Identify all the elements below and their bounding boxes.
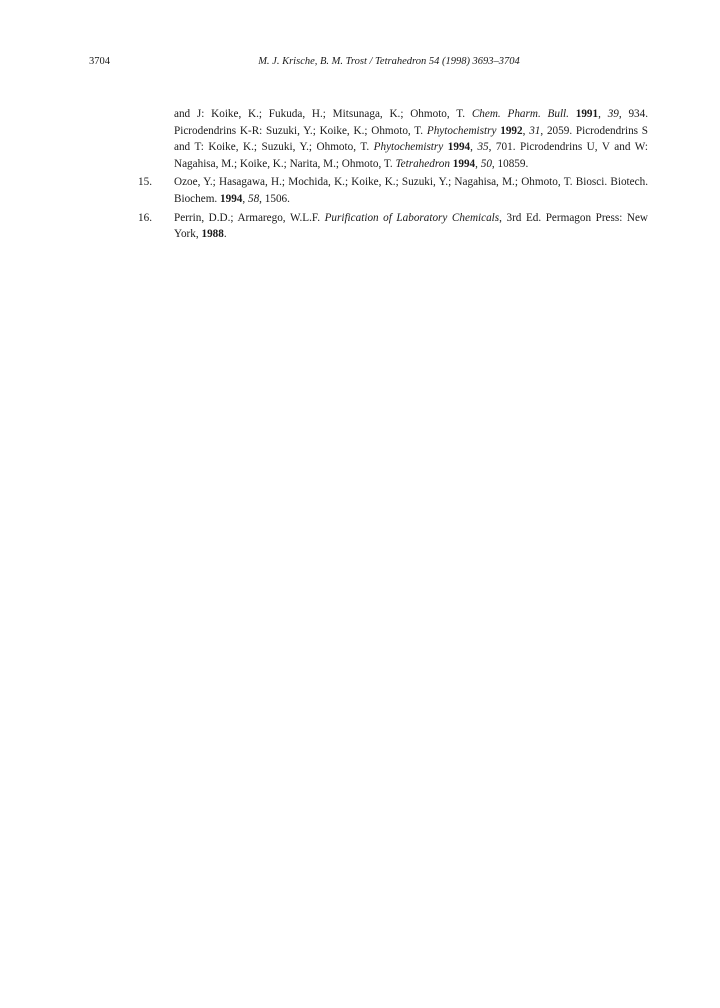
reference-item: [138, 174, 648, 207]
text-segment: , 3rd Ed. Permagon Press: New York,: [174, 211, 648, 241]
bold-segment: 1988: [201, 228, 224, 241]
bold-segment: 1994: [452, 157, 476, 170]
text-segment: , 701. Picrodendrins U, V and W: Nagahisa, M.; Koike, K.; Narita, M.; Ohmoto, T.: [174, 141, 648, 170]
text-segment: , 1506.: [259, 192, 290, 205]
page-number: 3704: [89, 56, 110, 67]
reference-text: [174, 210, 648, 243]
italic-segment: 35: [477, 141, 489, 154]
reference-number: 15.: [138, 176, 152, 189]
text-segment: ,: [242, 192, 248, 205]
journal-citation-line: M. J. Krische, B. M. Trost / Tetrahedron 54 (1998) 3693–3704: [258, 56, 520, 67]
reference-list: [138, 106, 648, 245]
text-segment: Perrin, D.D.; Armarego, W.L.F.: [174, 211, 325, 224]
text-segment: and J: Koike, K.; Fukuda, H.; Mitsunaga, K.; Ohmoto, T.: [174, 108, 472, 120]
italic-segment: Chem. Pharm. Bull.: [471, 108, 569, 120]
bold-segment: 1992: [500, 124, 523, 137]
reference-text: [174, 106, 648, 172]
italic-segment: Phytochemistry: [373, 141, 444, 154]
text-segment: ,: [598, 108, 608, 120]
reference-item: [138, 106, 648, 172]
bold-segment: 1994: [220, 192, 243, 205]
text-segment: Ozoe, Y.; Hasagawa, H.; Mochida, K.; Koike, K.; Suzuki, Y.; Nagahisa, M.; Ohmoto, T. Biosci. Biotech. Biochem.: [174, 176, 648, 205]
italic-segment: 39: [607, 108, 619, 120]
italic-segment: 31: [529, 124, 541, 137]
reference-number: 16.: [138, 211, 152, 224]
reference-text: [174, 174, 648, 207]
bold-segment: 1991: [575, 108, 599, 120]
text-segment: [569, 108, 576, 120]
italic-segment: Phytochemistry: [426, 124, 497, 137]
text-segment: , 10859.: [491, 157, 529, 170]
bold-segment: 1994: [447, 141, 471, 154]
text-segment: ,: [470, 141, 478, 154]
italic-segment: 50: [480, 157, 492, 170]
text-segment: , 2059. Picrodendrins S and T: Koike, K.; Suzuki, Y.; Ohmoto, T.: [174, 124, 649, 154]
text-segment: ,: [522, 124, 530, 137]
text-segment: , 934. Picrodendrins K-R: Suzuki, Y.; Koike, K.; Ohmoto, T.: [174, 108, 649, 137]
italic-segment: Tetrahedron: [395, 157, 450, 170]
text-segment: .: [223, 228, 227, 241]
reference-item: [138, 210, 648, 243]
text-segment: ,: [475, 157, 481, 170]
italic-segment: Purification of Laboratory Chemicals: [324, 211, 500, 224]
running-head: [89, 56, 649, 74]
italic-segment: 58: [247, 192, 260, 205]
